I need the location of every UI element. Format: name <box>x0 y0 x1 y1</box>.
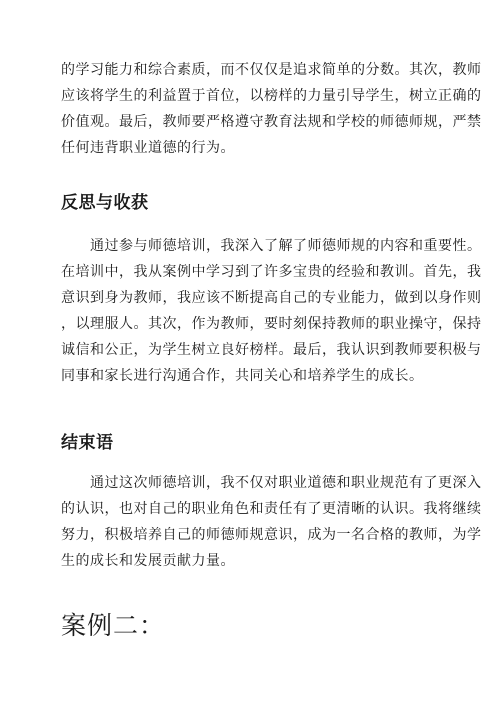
conclusion-heading: 结束语 <box>61 433 114 453</box>
paragraph-line: ，以理服人。其次，作为教师，要时刻保持教师的职业操守，保持 <box>61 316 482 332</box>
paragraph-line: 意识到身为教师，我应该不断提高自己的专业能力，做到以身作则 <box>61 290 482 306</box>
paragraph-line: 生的成长和发展贡献力量。 <box>61 553 235 569</box>
case-two-heading: 案例二： <box>61 611 166 640</box>
paragraph-line: 价值观。最后，教师要严格遵守教育法规和学校的师德师规，严禁 <box>61 114 482 130</box>
paragraph-line: 的学习能力和综合素质，而不仅仅是追求简单的分数。其次，教师 <box>61 62 482 78</box>
paragraph-line: 的认识，也对自己的职业角色和责任有了更清晰的认识。我将继续 <box>61 501 482 517</box>
intro-paragraph <box>61 57 482 161</box>
paragraph-line: 任何违背职业道德的行为。 <box>61 140 235 156</box>
conclusion-paragraph <box>61 470 482 574</box>
paragraph-line: 努力，积极培养自己的师德师规意识，成为一名合格的教师，为学 <box>61 527 482 543</box>
reflection-paragraph <box>61 233 482 389</box>
paragraph-line: 通过这次师德培训，我不仅对职业道德和职业规范有了更深入 <box>61 475 482 491</box>
paragraph-line: 通过参与师德培训，我深入了解了师德师规的内容和重要性。 <box>61 238 482 254</box>
paragraph-line: 在培训中，我从案例中学习到了许多宝贵的经验和教训。首先，我 <box>61 264 482 280</box>
paragraph-line: 同事和家长进行沟通合作，共同关心和培养学生的成长。 <box>61 368 424 384</box>
paragraph-line: 应该将学生的利益置于首位，以榜样的力量引导学生，树立正确的 <box>61 88 482 104</box>
reflection-heading: 反思与收获 <box>61 193 149 213</box>
paragraph-line: 诚信和公正，为学生树立良好榜样。最后，我认识到教师要积极与 <box>61 342 482 358</box>
